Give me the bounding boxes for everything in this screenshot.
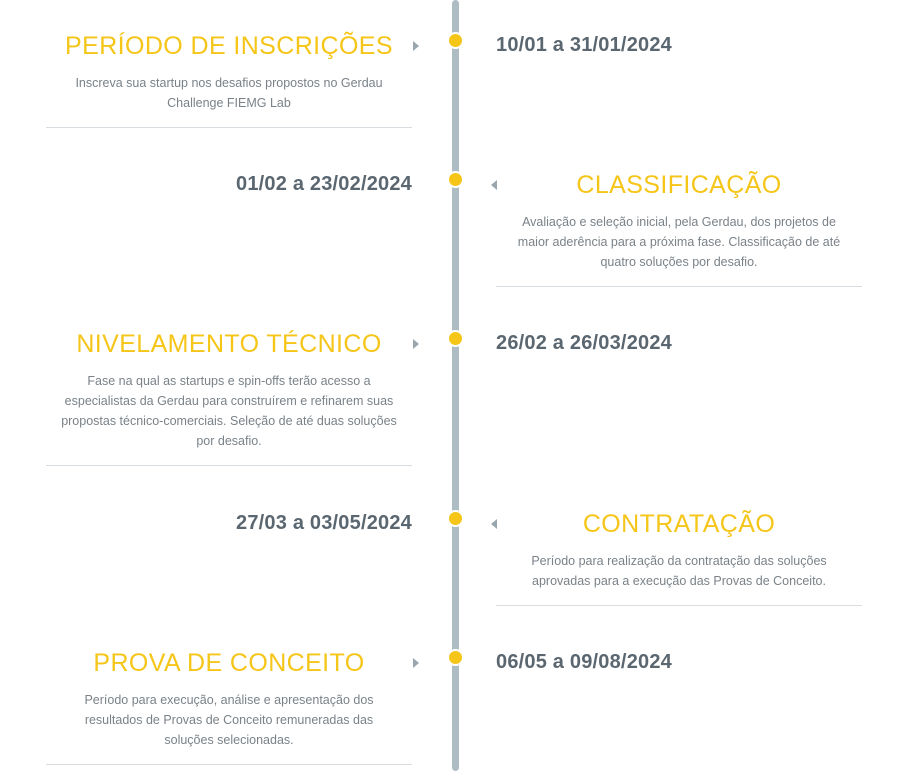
timeline-card: [496, 170, 862, 287]
phase-title: CLASSIFICAÇÃO: [576, 171, 782, 199]
phase-description: Período para execução, análise e apresentação dos resultados de Provas de Conceito remuneradas das soluções selecionadas.: [46, 690, 412, 765]
phase-title: CONTRATAÇÃO: [582, 510, 776, 538]
timeline-dot: [449, 34, 462, 47]
right-arrow-icon: [413, 339, 419, 349]
phase-date: 27/03 a 03/05/2024: [236, 512, 412, 534]
timeline-date-block: [496, 651, 862, 674]
phase-title: PERÍODO DE INSCRIÇÕES: [65, 32, 393, 60]
timeline-date-block: [496, 332, 862, 355]
timeline-date-block: [46, 512, 412, 535]
timeline-dot: [449, 332, 462, 345]
timeline-card: [46, 648, 412, 765]
phase-description: Avaliação e seleção inicial, pela Gerdau, dos projetos de maior aderência para a próxima fase. Classificação de até quatro soluções por desafio.: [496, 212, 862, 287]
timeline-date-block: [46, 173, 412, 196]
phase-date: 01/02 a 23/02/2024: [236, 173, 412, 195]
right-arrow-icon: [413, 658, 419, 668]
phase-date: 10/01 a 31/01/2024: [496, 34, 672, 56]
timeline-card: [496, 509, 862, 606]
timeline-dot: [449, 651, 462, 664]
phase-description: Inscreva sua startup nos desafios propostos no Gerdau Challenge FIEMG Lab: [46, 73, 412, 128]
phase-title: PROVA DE CONCEITO: [93, 649, 365, 677]
right-arrow-icon: [413, 41, 419, 51]
phase-description: Fase na qual as startups e spin-offs terão acesso a especialistas da Gerdau para construírem e refinarem suas propostas técnico-comerciais. Seleção de até duas soluções por desafio.: [46, 371, 412, 466]
timeline-date-block: [496, 34, 862, 57]
timeline-card: [46, 31, 412, 128]
phase-date: 06/05 a 09/08/2024: [496, 651, 672, 673]
timeline-dot: [449, 512, 462, 525]
timeline-card: [46, 329, 412, 466]
phase-date: 26/02 a 26/03/2024: [496, 332, 672, 354]
phase-title: NIVELAMENTO TÉCNICO: [76, 330, 382, 358]
timeline-dot: [449, 173, 462, 186]
phase-description: Período para realização da contratação das soluções aprovadas para a execução das Provas de Conceito.: [496, 551, 862, 606]
